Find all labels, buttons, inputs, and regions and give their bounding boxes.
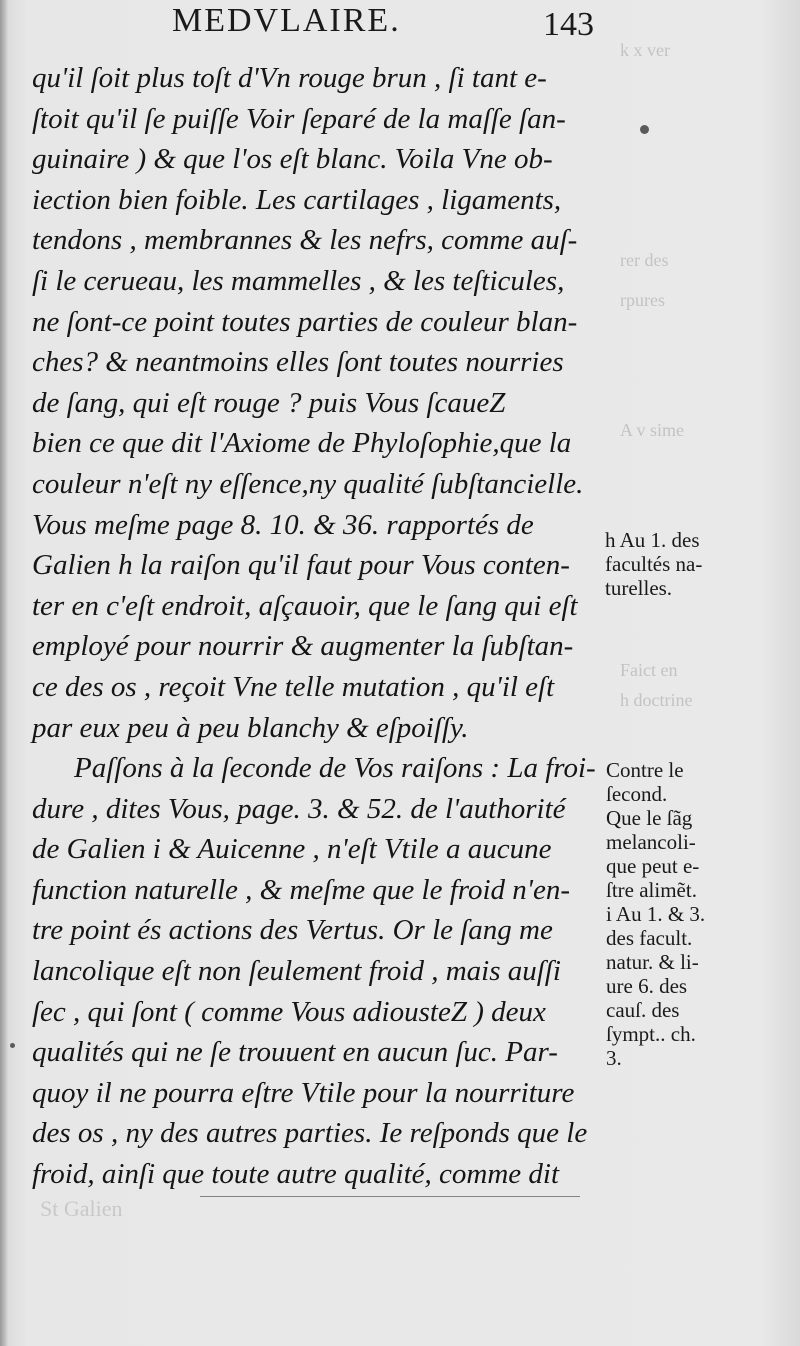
margin-note-line: des facult. [606, 926, 693, 950]
margin-note-line: cauſ. des [606, 998, 680, 1022]
text-line: tendons , membrannes & les nefrs, comme auſ- [32, 224, 578, 257]
text-line: Galien h la raiſon qu'il faut pour Vous conten- [32, 549, 570, 582]
margin-note-line: natur. & li- [606, 950, 699, 974]
text-line: ce des os , reçoit Vne telle mutation , qu'il eſt [32, 670, 555, 703]
margin-note-line: melancoli- [606, 830, 696, 854]
bleed-through: Faict en [620, 660, 678, 680]
text-line: lancolique eſt non ſeulement froid , mais auſſi [32, 955, 561, 988]
text-line: de Galien i & Auicenne , n'eſt Vtile a aucune [32, 833, 552, 866]
text-line: dure , dites Vous, page. 3. & 52. de l'authorité [32, 792, 566, 825]
text-line: Vous meſme page 8. 10. & 36. rapportés de [32, 508, 534, 541]
text-line: employé pour nourrir & augmenter la ſubſtan- [32, 630, 574, 663]
text-line: ne ſont-ce point toutes parties de couleur blan- [32, 305, 578, 338]
ink-speck [640, 125, 649, 134]
text-line: qu'il ſoit plus toſt d'Vn rouge brun , ſi tant e- [32, 62, 547, 94]
gutter-shadow [0, 0, 8, 1346]
bleed-through: rpures [620, 290, 665, 310]
text-line: couleur n'eſt ny eſſence,ny qualité ſubſtancielle. [32, 467, 584, 500]
text-line: de ſang, qui eſt rouge ? puis Vous ſcaueZ [32, 386, 506, 419]
text-line: qualités qui ne ſe trouuent en aucun ſuc. Par- [32, 1036, 558, 1069]
text-line: function naturelle , & meſme que le froid n'en- [32, 873, 571, 906]
margin-note-line: 3. [606, 1046, 622, 1070]
margin-note-line: Contre le [606, 758, 684, 782]
text-line: tre point és actions des Vertus. Or le ſang me [32, 914, 553, 947]
text-line: guinaire ) & que l'os eſt blanc. Voila Vne ob- [32, 143, 553, 176]
bleed-through: k x ver [620, 40, 670, 60]
bleed-through: A v sime [620, 420, 685, 440]
text-line: bien ce que dit l'Axiome de Phyloſophie,que la [32, 427, 572, 460]
text-line: ter en c'eſt endroit, aſçauoir, que le ſang qui eſt [32, 589, 578, 622]
running-head-title: MEDVLAIRE. [172, 2, 401, 39]
margin-note-contre [606, 758, 705, 1070]
text-line: par eux peu à peu blanchy & eſpoiſſy. [32, 711, 469, 744]
margin-note-line: ſecond. [606, 782, 668, 806]
text-line: Paſſons à la ſeconde de Vos raiſons : La froi- [74, 752, 596, 785]
margin-note-line: turelles. [605, 576, 673, 600]
text-line: des os , ny des autres parties. Ie reſponds que le [32, 1117, 588, 1150]
bottom-rule [200, 1196, 580, 1197]
text-line: froid, ainſi que toute autre qualité, comme dit [32, 1158, 560, 1191]
margin-note-line: facultés na- [605, 552, 703, 576]
text-line: ches? & neantmoins elles ſont toutes nourries [32, 346, 564, 379]
text-line: ſi le cerueau, les mammelles , & les teſticules, [32, 264, 565, 297]
text-line: ſec , qui ſont ( comme Vous adiousteZ ) deux [32, 995, 546, 1028]
margin-note-line: ſympt.. ch. [606, 1022, 696, 1046]
page-number: 143 [543, 6, 594, 43]
text-line: iection bien foible. Les cartilages , ligaments, [32, 183, 562, 216]
bleed-through: h doctrine [620, 690, 693, 710]
main-text-block [32, 58, 612, 1195]
ink-speck [10, 1043, 15, 1048]
margin-note-line: ure 6. des [606, 974, 688, 998]
margin-note-line: que peut e- [606, 854, 700, 878]
text-line: quoy il ne pourra eſtre Vtile pour la nourriture [32, 1076, 575, 1109]
margin-note-line: Que le ſãg [606, 806, 693, 830]
bleed-through: rer des [620, 250, 669, 270]
margin-note-line: h Au 1. des [605, 528, 700, 552]
margin-note-line: ſtre alimẽt. [606, 878, 697, 902]
bleed-through: St Galien [40, 1196, 123, 1221]
text-line: ſtoit qu'il ſe puiſſe Voir ſeparé de la maſſe ſan- [32, 102, 566, 135]
margin-note-line: i Au 1. & 3. [606, 902, 706, 926]
margin-note-h [605, 528, 702, 600]
